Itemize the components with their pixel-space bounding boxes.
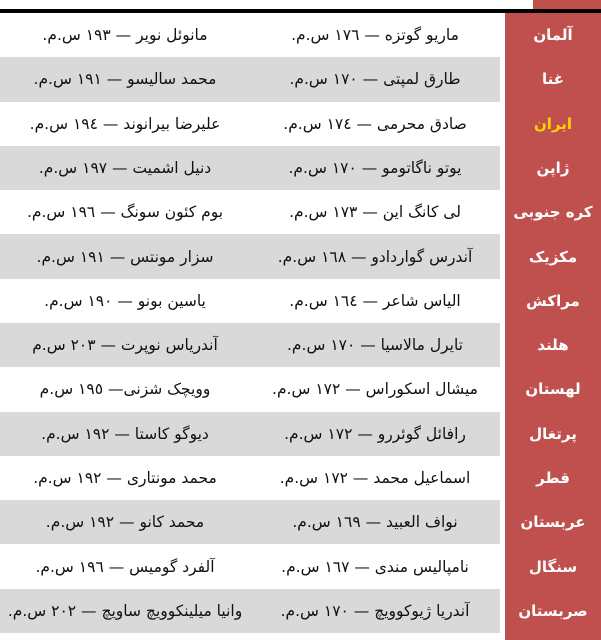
right-player-cell: اسماعیل محمد — ١٧٢ س.م. xyxy=(279,468,471,487)
right-player-cell: نواف العبید — ١٦٩ س.م. xyxy=(292,513,458,532)
table-row xyxy=(0,234,601,278)
column-gap xyxy=(500,146,505,190)
player-cells xyxy=(0,500,500,544)
column-gap xyxy=(500,589,505,633)
right-player-cell: لی کانگ این — ١٧٣ س.م. xyxy=(289,203,461,222)
right-player-cell: میشال اسکوراس — ١٧٢ س.م. xyxy=(272,380,478,399)
column-gap xyxy=(500,190,505,234)
country-cell: ایران xyxy=(533,114,573,133)
column-gap xyxy=(500,544,505,588)
left-player-cell: علیرضا بیرانوند — ١٩٤ س.م. xyxy=(29,114,221,133)
left-player-cell: دنیل اشمیت — ١٩٧ س.م. xyxy=(38,158,212,177)
table-row xyxy=(0,367,601,411)
player-cells xyxy=(0,146,500,190)
column-gap xyxy=(500,412,505,456)
player-cells xyxy=(0,102,500,146)
left-player-cell: محمد کانو — ١٩٢ س.م. xyxy=(45,513,205,532)
player-cells xyxy=(0,57,500,101)
left-player-cell: وویچک شزنی— ١٩٥ س.م xyxy=(39,380,211,399)
column-gap xyxy=(500,367,505,411)
table-row xyxy=(0,279,601,323)
player-cells xyxy=(0,544,500,588)
table-row xyxy=(0,323,601,367)
country-cell: غنا xyxy=(542,70,565,89)
player-cells xyxy=(0,13,500,57)
left-player-cell: مانوئل نویر — ١٩٣ س.م. xyxy=(42,26,208,45)
left-player-cell: محمد سالیسو — ١٩١ س.م. xyxy=(33,70,217,89)
cropped-red-strip xyxy=(533,0,601,9)
left-player-cell: سزار مونتس — ١٩١ س.م. xyxy=(36,247,214,266)
right-player-cell: طارق لمپتی — ١٧٠ س.م. xyxy=(289,70,461,89)
table-row xyxy=(0,456,601,500)
table-row xyxy=(0,500,601,544)
table-body xyxy=(0,13,601,633)
player-cells xyxy=(0,323,500,367)
country-cell: صربستان xyxy=(518,601,588,620)
table-row xyxy=(0,57,601,101)
country-cell: سنگال xyxy=(528,557,578,576)
country-cell: آلمان xyxy=(533,26,573,45)
left-player-cell: بوم کئون سونگ — ١٩٦ س.م. xyxy=(26,203,224,222)
left-player-cell: وانیا میلینکوویچ ساویچ — ٢٠٢ س.م. xyxy=(7,601,243,620)
right-player-cell: تایرل مالاسیا — ١٧٠ س.م. xyxy=(287,336,463,355)
left-player-cell: دیوگو کاستا — ١٩٢ س.م. xyxy=(41,424,209,443)
country-cell: قطر xyxy=(536,468,570,487)
player-cells xyxy=(0,279,500,323)
country-cell: هلند xyxy=(537,336,569,355)
player-cells xyxy=(0,190,500,234)
country-cell: کره جنوبی xyxy=(513,203,593,222)
right-player-cell: آندرس گواردادو — ١٦٨ س.م. xyxy=(277,247,473,266)
right-player-cell: یوتو ناگاتومو — ١٧٠ س.م. xyxy=(288,158,462,177)
right-player-cell: الیاس شاعر — ١٦٤ س.م. xyxy=(289,291,461,310)
left-player-cell: آندریاس نوپرت — ٢٠٣ س.م xyxy=(32,336,218,355)
right-player-cell: نامپالیس مندی — ١٦٧ س.م. xyxy=(281,557,469,576)
column-gap xyxy=(500,102,505,146)
player-cells xyxy=(0,234,500,278)
table-row xyxy=(0,102,601,146)
country-cell: ژاپن xyxy=(536,158,570,177)
table-row xyxy=(0,412,601,456)
right-player-cell: آندریا ژیوکوویچ — ١٧٠ س.م. xyxy=(280,601,470,620)
table-row xyxy=(0,190,601,234)
country-cell: پرتغال xyxy=(529,424,577,443)
column-gap xyxy=(500,323,505,367)
country-cell: مکزیک xyxy=(528,247,578,266)
column-gap xyxy=(500,13,505,57)
table-row xyxy=(0,13,601,57)
table-row xyxy=(0,589,601,633)
column-gap xyxy=(500,456,505,500)
left-player-cell: آلفرد گومیس — ١٩٦ س.م. xyxy=(35,557,215,576)
right-player-cell: ماریو گوتزه — ١٧٦ س.م. xyxy=(291,26,459,45)
right-player-cell: صادق محرمی — ١٧٤ س.م. xyxy=(283,114,467,133)
table-row xyxy=(0,146,601,190)
player-cells xyxy=(0,367,500,411)
left-player-cell: محمد مونتاری — ١٩٢ س.م. xyxy=(33,468,217,487)
country-cell: لهستان xyxy=(525,380,581,399)
left-player-cell: یاسین بونو — ١٩٠ س.م. xyxy=(44,291,206,310)
table-row xyxy=(0,544,601,588)
column-gap xyxy=(500,279,505,323)
column-gap xyxy=(500,500,505,544)
column-gap xyxy=(500,57,505,101)
player-cells xyxy=(0,456,500,500)
country-cell: عربستان xyxy=(520,513,586,532)
player-cells xyxy=(0,412,500,456)
right-player-cell: رافائل گوئررو — ١٧٢ س.م. xyxy=(284,424,466,443)
player-cells xyxy=(0,589,500,633)
column-gap xyxy=(500,234,505,278)
country-cell: مراکش xyxy=(526,291,580,310)
